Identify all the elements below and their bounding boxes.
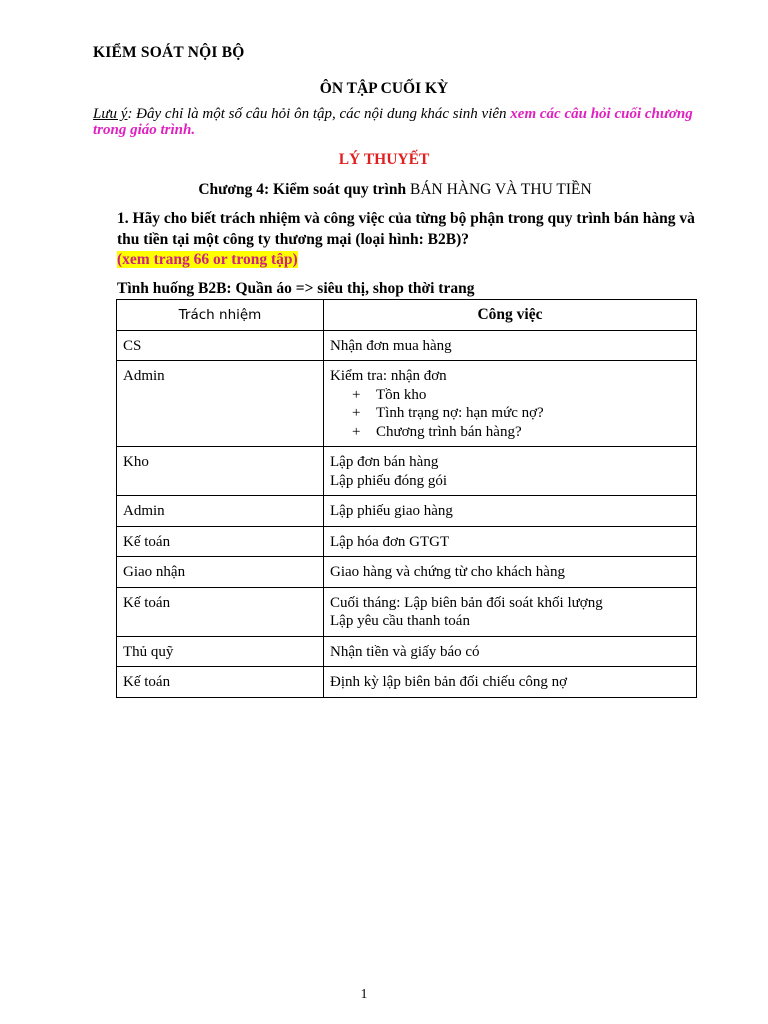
role-cell: Admin	[117, 361, 324, 447]
task-line: Lập phiếu đóng gói	[330, 472, 448, 489]
role-cell: Giao nhận	[117, 557, 324, 588]
study-note	[93, 106, 693, 138]
task-line: Lập yêu cầu thanh toán	[330, 613, 470, 629]
header-role: Trách nhiệm	[117, 300, 324, 331]
scenario-line	[117, 280, 474, 298]
scenario-label: Tình huống B2B:	[117, 280, 232, 297]
table-row	[117, 361, 697, 447]
task-sub-item	[330, 423, 690, 442]
task-line: Nhận tiền và giấy báo có	[330, 643, 480, 660]
table-row	[117, 587, 697, 636]
task-sub-text: Tình trạng nợ: hạn mức nợ?	[376, 405, 544, 421]
page-number: 1	[360, 986, 368, 1001]
task-line: Lập hóa đơn GTGT	[330, 533, 450, 550]
duties-table	[116, 299, 697, 698]
duties-table-body	[117, 330, 697, 697]
table-row	[117, 667, 697, 698]
task-sub-text: Chương trình bán hàng?	[376, 423, 522, 440]
note-text: : Đây chỉ là một số câu hỏi ôn tập, các nội dung khác sinh viên	[127, 106, 511, 122]
course-title: KIỂM SOÁT NỘI BỘ	[93, 44, 245, 61]
task-cell	[324, 330, 697, 361]
task-sub-item	[330, 386, 690, 405]
task-sub-item	[330, 404, 690, 423]
chapter-title	[0, 181, 768, 199]
note-highlight: xem các câu hỏi cuối chương trong giáo trình.	[93, 106, 693, 138]
table-row	[117, 330, 697, 361]
task-line: Nhận đơn mua hàng	[330, 337, 452, 354]
plus-bullet-icon: +	[352, 423, 361, 440]
task-cell	[324, 636, 697, 667]
role-cell: Kế toán	[117, 667, 324, 698]
role-cell: Kế toán	[117, 587, 324, 636]
role-cell: CS	[117, 330, 324, 361]
task-cell	[324, 526, 697, 557]
task-line: Giao hàng và chứng từ cho khách hàng	[330, 564, 565, 580]
scenario-text: Quần áo => siêu thị, shop thời trang	[231, 280, 475, 297]
task-cell	[324, 667, 697, 698]
chapter-prefix: Chương 4: Kiểm soát quy trình	[198, 181, 410, 198]
table-row	[117, 526, 697, 557]
task-sub-text: Tồn kho	[376, 386, 427, 403]
task-cell	[324, 361, 697, 447]
task-cell	[324, 557, 697, 588]
task-line: Lập đơn bán hàng	[330, 454, 439, 470]
question-text: 1. Hãy cho biết trách nhiệm và công việc của từng bộ phận trong quy trình bán hàng và thu tiền tại một công ty thương mại (loại hình: B2B)?	[117, 210, 695, 248]
task-cell	[324, 447, 697, 496]
plus-bullet-icon: +	[352, 405, 361, 421]
table-row	[117, 557, 697, 588]
table-row	[117, 636, 697, 667]
task-line: Cuối tháng: Lập biên bản đối soát khối lượng	[330, 594, 603, 611]
table-header-row	[117, 300, 697, 331]
role-cell: Kho	[117, 447, 324, 496]
section-title: LÝ THUYẾT	[338, 151, 430, 168]
task-sub-list	[330, 386, 690, 442]
task-line: Lập phiếu giao hàng	[330, 503, 453, 519]
table-row	[117, 496, 697, 527]
question-1	[117, 209, 697, 271]
question-reference: (xem trang 66 or trong tập)	[117, 251, 298, 268]
note-lead: Lưu ý	[93, 106, 128, 122]
table-row	[117, 447, 697, 496]
task-line: Định kỳ lập biên bản đối chiếu công nợ	[330, 674, 568, 690]
plus-bullet-icon: +	[352, 386, 361, 403]
task-cell	[324, 496, 697, 527]
role-cell: Admin	[117, 496, 324, 527]
task-cell	[324, 587, 697, 636]
header-task: Công việc	[324, 300, 697, 331]
chapter-emphasis: BÁN HÀNG VÀ THU TIỀN	[409, 181, 592, 198]
role-cell: Kế toán	[117, 526, 324, 557]
role-cell: Thủ quỹ	[117, 636, 324, 667]
task-line: Kiểm tra: nhận đơn	[330, 368, 447, 384]
exam-title: ÔN TẬP CUỐI KỲ	[319, 80, 449, 97]
